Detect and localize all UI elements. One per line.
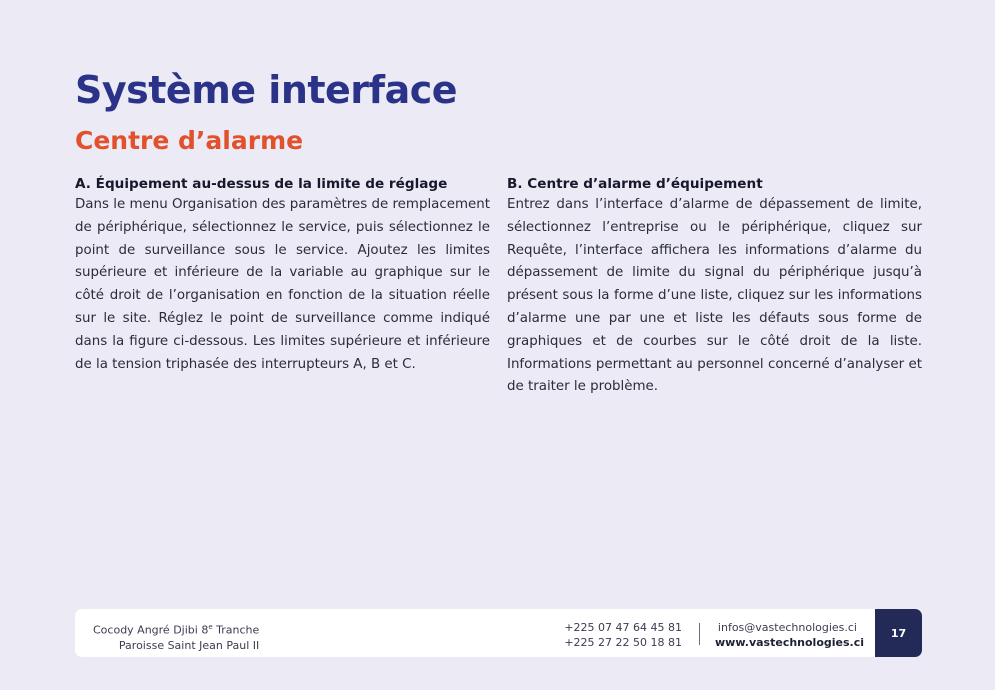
footer-address (93, 620, 259, 653)
section-b (507, 174, 922, 399)
footer-contacts (715, 620, 865, 650)
address-line-1: Cocody Angré Djibi 8e Tranche (93, 623, 260, 637)
email-link[interactable]: infos@vastechnologies.ci (717, 621, 857, 634)
website-link[interactable]: www.vastechnologies.ci (715, 636, 865, 649)
section-b-body: Entrez dans l’interface d’alarme de dépassement de limite, sélectionnez l’entreprise ou le périphérique, cliquez sur Requête, l’interface affichera les informations d’alarme du dépassement de limite du signal du périphérique jusqu’à présent sous la forme d’une liste, cliquez sur les informations d’alarme une par une et liste les défauts sous forme de graphiques et de courbes sur le côté droit de la liste. Informations permettant au personnel concerné d’analyser et de traiter le problème. (507, 197, 922, 395)
phone-1: +225 07 47 64 45 81 (564, 621, 682, 634)
page-title: Système interface (75, 68, 458, 112)
page-number: 17 (875, 609, 922, 657)
page-subtitle: Centre d’alarme (75, 126, 304, 155)
footer-phones (564, 620, 682, 650)
section-a-heading: A. Équipement au-dessus de la limite de réglage (75, 176, 448, 192)
section-b-heading: B. Centre d’alarme d’équipement (507, 176, 763, 192)
phone-2: +225 27 22 50 18 81 (564, 636, 682, 649)
footer-divider (699, 623, 700, 645)
section-a (75, 174, 490, 376)
section-a-body: Dans le menu Organisation des paramètres de remplacement de périphérique, sélectionnez le service, puis sélectionnez le point de surveillance sous le service. Ajoutez les limites supérieure et inférieure de la variable au graphique sur le côté droit de l’organisation en fonction de la situation réelle sur le site. Réglez le point de surveillance comme indiqué dans la figure ci-dessous. Les limites supérieure et inférieure de la tension triphasée des interrupteurs A, B et C. (75, 197, 490, 372)
footer-bar (75, 609, 922, 657)
address-line-2: Paroisse Saint Jean Paul II (118, 638, 260, 652)
